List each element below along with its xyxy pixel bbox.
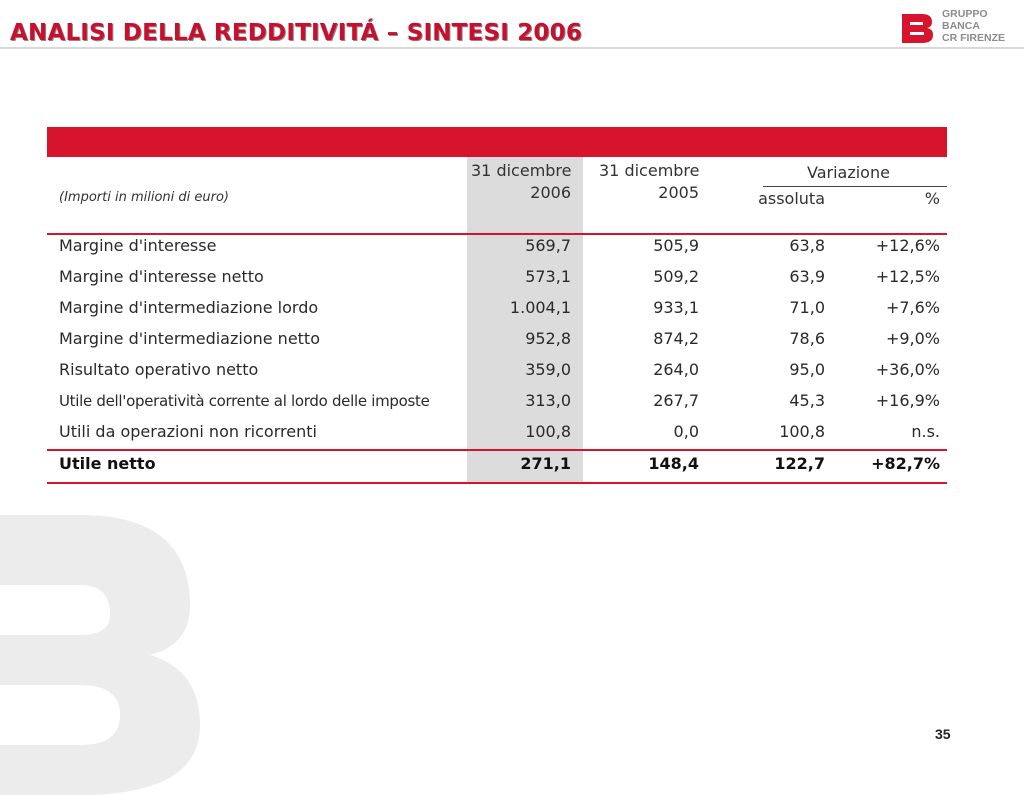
profitability-table: [47, 127, 947, 487]
row-label: Risultato operativo netto: [59, 360, 259, 379]
row-value-2005: 509,2: [653, 267, 699, 286]
row-pct-change: +36,0%: [875, 360, 940, 379]
total-abs-change: 122,7: [774, 454, 825, 473]
row-value-2006: 952,8: [525, 329, 571, 348]
watermark-logo-icon: [0, 495, 250, 795]
row-value-2005: 0,0: [673, 422, 699, 441]
row-value-2005: 505,9: [653, 236, 699, 255]
row-value-2005: 933,1: [653, 298, 699, 317]
row-abs-change: 63,8: [789, 236, 825, 255]
row-abs-change: 63,9: [789, 267, 825, 286]
row-pct-change: +16,9%: [875, 391, 940, 410]
row-abs-change: 78,6: [789, 329, 825, 348]
logo-line: CR FIRENZE: [942, 32, 1005, 44]
total-label: Utile netto: [59, 454, 156, 473]
abs-header: assoluta: [758, 189, 825, 208]
pct-header: %: [924, 189, 940, 208]
row-value-2006: 359,0: [525, 360, 571, 379]
row-value-2006: 569,7: [525, 236, 571, 255]
row-abs-change: 100,8: [779, 422, 825, 441]
row-value-2005: 267,7: [653, 391, 699, 410]
logo-mark-icon: [898, 10, 938, 46]
logo-line: GRUPPO: [942, 8, 988, 20]
row-label: Margine d'intermediazione netto: [59, 329, 320, 348]
row-label: Utili da operazioni non ricorrenti: [59, 422, 317, 441]
row-pct-change: +9,0%: [885, 329, 940, 348]
row-abs-change: 71,0: [789, 298, 825, 317]
table-header-band: [47, 127, 947, 157]
variation-underline: [763, 186, 947, 187]
total-bottom-rule: [47, 482, 947, 484]
title-divider: [0, 47, 1024, 49]
total-pct-change: +82,7%: [871, 454, 940, 473]
row-value-2006: 100,8: [525, 422, 571, 441]
row-label: Utile dell'operatività corrente al lordo delle imposte: [59, 392, 430, 410]
col-2006-line2: 2006: [530, 183, 571, 202]
units-note: (Importi in milioni di euro): [59, 190, 229, 205]
row-value-2006: 313,0: [525, 391, 571, 410]
row-label: Margine d'intermediazione lordo: [59, 298, 319, 317]
row-pct-change: +12,6%: [875, 236, 940, 255]
row-pct-change: +12,5%: [875, 267, 940, 286]
row-pct-change: n.s.: [911, 422, 940, 441]
page-number: 35: [935, 726, 951, 742]
col-2006-line1: 31 dicembre: [471, 161, 572, 180]
total-top-rule: [47, 449, 947, 451]
company-logo: [898, 8, 1018, 50]
logo-line: BANCA: [942, 20, 980, 32]
header-rule: [47, 233, 947, 235]
slide-title: ANALISI DELLA REDDITIVITÁ – SINTESI 2006: [10, 20, 583, 46]
total-value-2005: 148,4: [648, 454, 699, 473]
col-2005-line2: 2005: [658, 183, 699, 202]
col-2005-line1: 31 dicembre: [599, 161, 700, 180]
row-pct-change: +7,6%: [885, 298, 940, 317]
variation-header: Variazione: [807, 163, 890, 182]
logo-text: [942, 8, 1005, 44]
row-abs-change: 95,0: [789, 360, 825, 379]
row-label: Margine d'interesse: [59, 236, 217, 255]
row-abs-change: 45,3: [789, 391, 825, 410]
row-value-2005: 264,0: [653, 360, 699, 379]
row-value-2005: 874,2: [653, 329, 699, 348]
total-value-2006: 271,1: [520, 454, 571, 473]
row-value-2006: 1.004,1: [509, 298, 571, 317]
row-value-2006: 573,1: [525, 267, 571, 286]
row-label: Margine d'interesse netto: [59, 267, 264, 286]
